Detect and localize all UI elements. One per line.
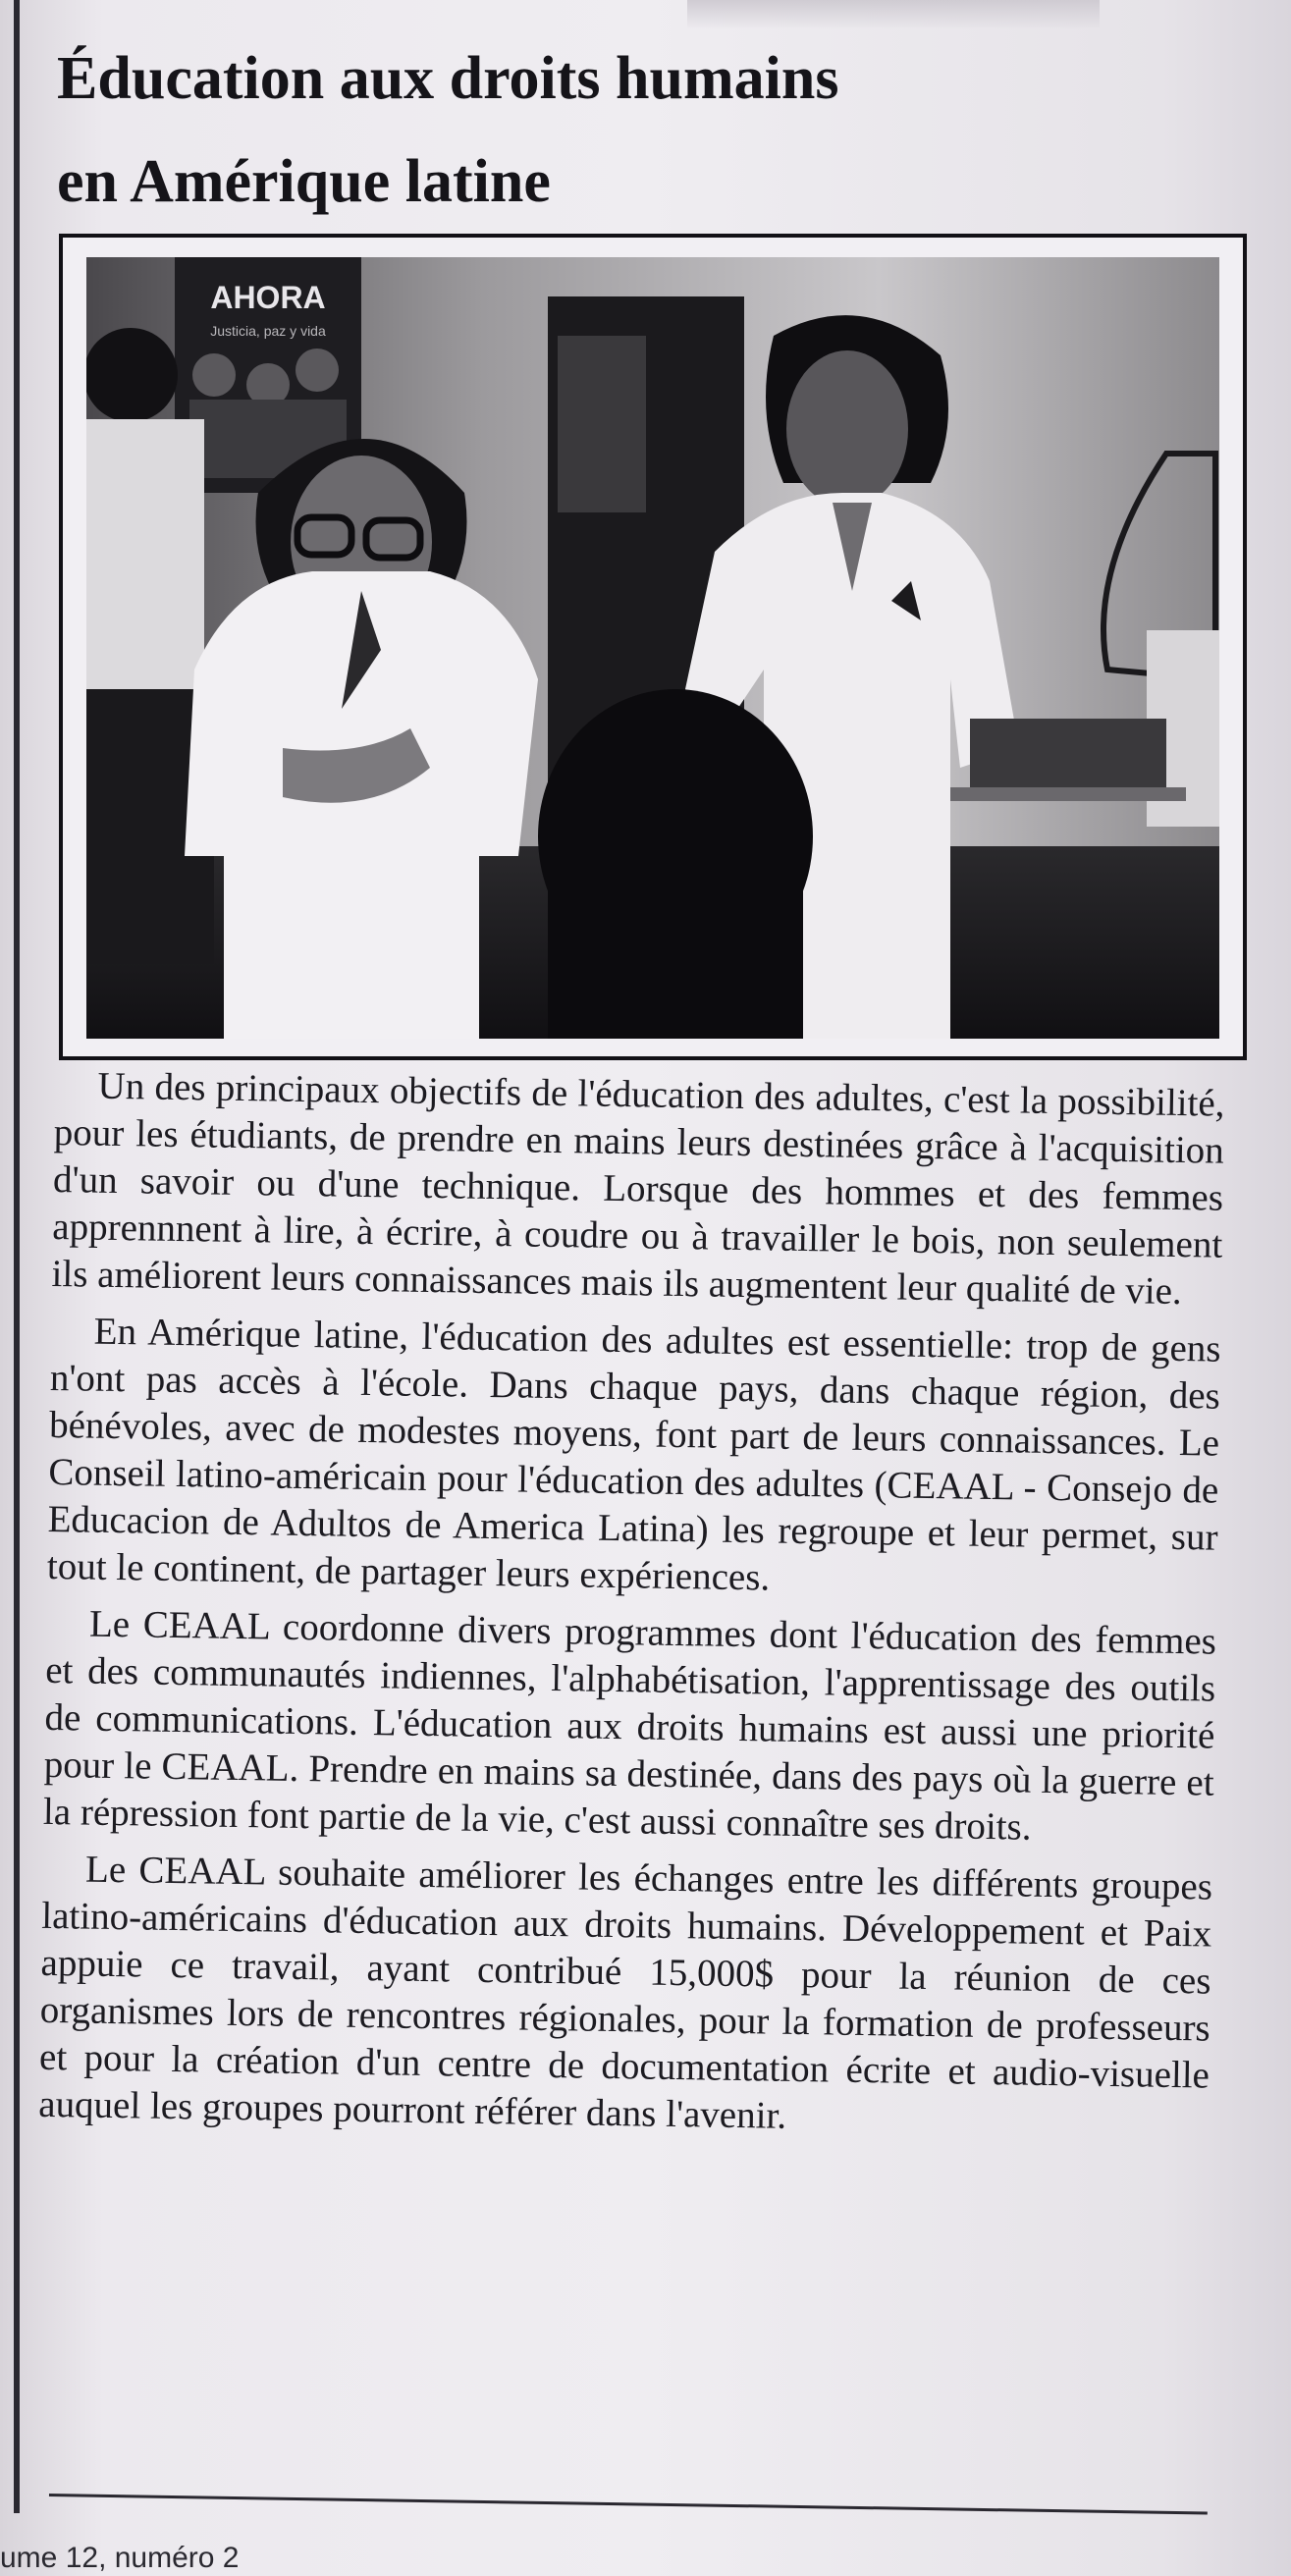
bottom-rule bbox=[49, 2494, 1208, 2515]
poster-sign bbox=[210, 280, 326, 339]
paragraph-4: Le CEAAL souhaite améliorer les échanges entre les différents groupes latino-américains d'éducation aux droits humains. Développement et Paix appuie ce travail, ayant contribué 15,000$ pour la réunion de ces organismes lors de rencontres régionales, pour la formation de professeurs et pour la création d'un centre de documentation écrite et audio-visuelle auquel les groupes pourront référer dans l'avenir. bbox=[37, 1848, 1213, 2137]
column-rule bbox=[14, 0, 20, 2513]
article-headline bbox=[57, 27, 1235, 234]
page-shadow bbox=[687, 0, 1100, 29]
poster-subtitle: Justicia, paz y vida bbox=[210, 323, 326, 339]
poster-title: AHORA bbox=[210, 280, 326, 315]
paragraph-2: En Amérique latine, l'éducation des adultes est essentielle: trop de gens n'ont pas accès à l'école. Dans chaque pays, dans chaque région, des bénévoles, avec de modestes moyens, font part de leurs connaissances. Le Conseil latino-américain pour l'éducation des adultes (CEAAL - Consejo de Educacion de Adultos de America Latina) les regroupe et leur permet, sur tout le continent, de partager leurs expériences. bbox=[46, 1310, 1221, 1599]
photo-illustration bbox=[86, 257, 1219, 1039]
headline-line-2: en Amérique latine bbox=[57, 148, 551, 215]
footer-issue-label: ume 12, numéro 2 bbox=[0, 2542, 240, 2574]
headline-line-1: Éducation aux droits humains bbox=[57, 45, 839, 112]
article-photo bbox=[86, 257, 1219, 1039]
paragraph-3: Le CEAAL coordonne divers programmes dont l'éducation des femmes et des communautés indiennes, l'alphabétisation, l'apprentissage des outils de communications. L'éducation aux droits humains est aussi une priorité pour le CEAAL. Prendre en mains sa destinée, dans des pays où la guerre et la répression font partie de la vie, c'est aussi connaître ses droits. bbox=[42, 1602, 1217, 1849]
article-body bbox=[38, 1062, 1225, 2157]
paragraph-1: Un des principaux objectifs de l'éducation des adultes, c'est la possibilité, pour les étudiants, de prendre en mains leurs destinées grâce à l'acquisition d'un savoir ou d'une technique. Lorsque des hommes et des femmes apprennnent à lire, à écrire, à coudre ou à travailler le bois, non seulement ils améliorent leurs connaissances mais ils augmentent leur qualité de vie. bbox=[51, 1064, 1225, 1314]
photo-frame bbox=[59, 234, 1247, 1060]
